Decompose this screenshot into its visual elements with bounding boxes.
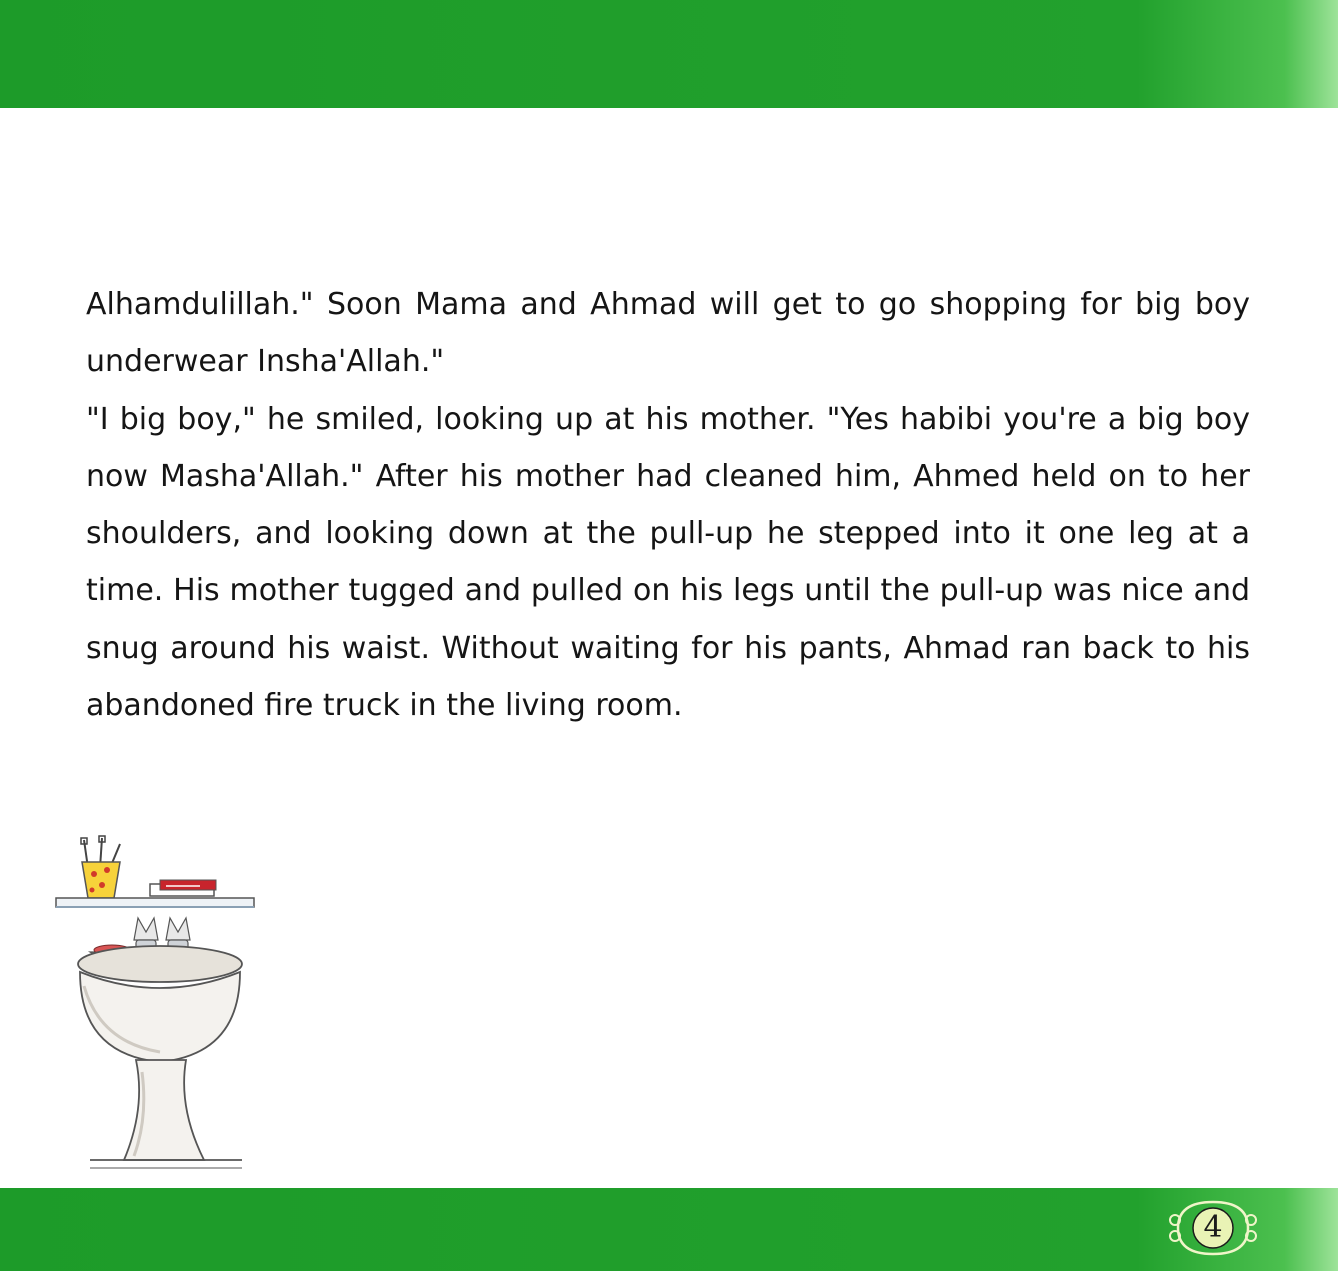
toothbrush-cup-icon: [81, 836, 120, 898]
top-green-band: [0, 0, 1338, 108]
story-text: [86, 276, 1250, 734]
story-paragraph-1: Alhamdulillah." Soon Mama and Ahmad will get to go shopping for big boy underwear Insha'Allah.": [86, 287, 1250, 380]
bathroom-sink-illustration: [50, 828, 262, 1178]
page-number: 4: [1203, 1210, 1223, 1245]
bottom-green-band: [0, 1188, 1338, 1271]
toothpaste-icon: [150, 880, 216, 896]
story-paragraph-2: "I big boy," he smiled, looking up at his mother. "Yes habibi you're a big boy now Masha'Allah." After his mother had cleaned him, Ahmed held on to her shoulders, and looking down at the pull-up he stepped into it one leg at a time. His mother tugged and pulled on his legs until the pull-up was nice and snug around his waist. Without waiting for his pants, Ahmad ran back to his abandoned fire truck in the living room.: [86, 401, 1250, 724]
shelf: [56, 898, 254, 907]
page-number-badge: [1158, 1196, 1268, 1260]
